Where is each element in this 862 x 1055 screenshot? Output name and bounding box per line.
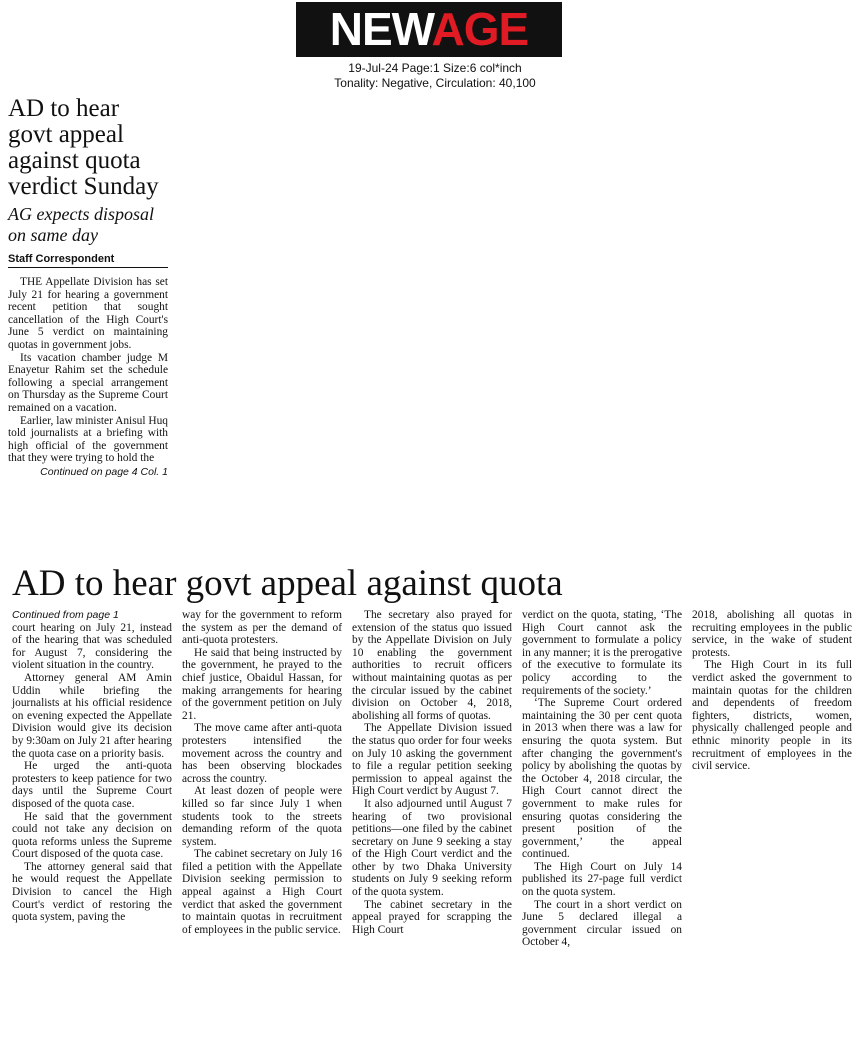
jump-paragraph: way for the government to reform the system as per the demand of anti-quota protesters. [182,609,342,647]
jump-paragraph: He said that being instructed by the government, he prayed to the chief justice, Obaidul Hassan, for making arrangements for hearing of the government petition on July 21. [182,646,342,722]
jump-paragraph: The secretary also prayed for extension of the status quo issued by the Appellate Division on July 10 enabling the government authorities to recruit officers without maintaining quotas as per the circular issued by the cabinet division on October 4, 2018, abolishing all forms of quotas. [352,609,512,722]
jump-column-5 [692,609,852,773]
jump-paragraph: Attorney general AM Amin Uddin while briefing the journalists at his official residence on evening expected the Appellate Division would give its decision by 9:30am on July 21 after hearing the quota case on a priority basis. [12,671,172,760]
jump-column-3 [352,609,512,936]
newspaper-logo [296,2,562,57]
jump-paragraph: It also adjourned until August 7 hearing of two provisional petitions—one filed by the cabinet secretary on June 9 seeking a stay of the High Court verdict and the other by two Dhaka University students on July 9 seeking reform of the quota system. [352,797,512,899]
jump-paragraph: 2018, abolishing all quotas in recruiting employees in the public service, in the wake of student protests. [692,609,852,659]
front-subheadline: AG expects disposal on same day [8,204,154,245]
clipping-date-size: 19-Jul-24 Page:1 Size:6 col*inch [348,61,522,75]
front-paragraph: Earlier, law minister Anisul Huq told journalists at a briefing with high official of the government that they were trying to hold the [8,414,168,465]
continued-from-note: Continued from page 1 [12,609,119,621]
jump-column-4 [522,609,682,949]
front-paragraph: Its vacation chamber judge M Enayetur Rahim set the schedule following a special arrangement on Thursday as the Supreme Court remained on a vacation. [8,351,168,414]
jump-paragraph: ‘The Supreme Court ordered maintaining the 30 per cent quota in 2013 when there was a law for ensuring the quota system. But after changing the government's policy by abolishing the quotas by the October 4, 2018 circular, the High Court cannot direct the government to make rules for ensuring quotas considering the present position of the government,’ the appeal continued. [522,697,682,861]
jump-paragraph: verdict on the quota, stating, ‘The High Court cannot ask the government to formulate a policy in any manner; it is the prerogative of the executive to formulate its policy according to the requirements of the society.’ [522,609,682,697]
jump-paragraph: He said that the government could not take any decision on quota reforms unless the Supreme Court disposed of the quota case. [12,810,172,861]
jump-paragraph: The High Court on July 14 published its 27-page full verdict on the quota system. [522,860,682,899]
jump-paragraph: court hearing on July 21, instead of the hearing that was scheduled for August 7, considering the violent situation in the country. [12,621,172,672]
byline: Staff Correspondent [8,252,168,268]
front-headline: AD to hear govt appeal against quota verdict Sunday [8,95,159,200]
jump-story-columns [12,609,852,1049]
jump-paragraph: The High Court in its full verdict asked the government to maintain quotas for the children and dependents of freedom fighters, districts, women, physically challenged people and ethnic minority people in its recruitment of employees in the civil service. [692,659,852,773]
jump-paragraph: The court in a short verdict on June 5 declared illegal a government circular issued on October 4, [522,898,682,949]
jump-headline: AD to hear govt appeal against quota [12,563,563,604]
jump-paragraph: The Appellate Division issued the status quo order for four weeks on July 10 asking the government to file a regular petition seeking permission to appeal against the High Court verdict by August 7. [352,722,512,798]
front-paragraph: THE Appellate Division has set July 21 for hearing a government recent petition that sought cancellation of the High Court's June 5 verdict on maintaining quotas in government jobs. [8,276,168,351]
jump-column-2 [182,609,342,936]
jump-column-1 [12,609,172,924]
jump-paragraph: At least dozen of people were killed so far since July 1 when students took to the streets demanding reform of the quota system. [182,785,342,848]
logo-new-text: NEW [329,3,432,55]
jump-paragraph: The move came after anti-quota protesters intensified the movement across the country and has been observing blockades across the country. [182,722,342,785]
jump-paragraph: He urged the anti-quota protesters to keep patience for two days until the Supreme Court disposed of the quota case. [12,760,172,810]
jump-paragraph: The attorney general said that he would request the Appellate Division to cancel the High Court's verdict of restoring the quota system, paving the [12,860,172,924]
front-story-body [8,276,168,465]
logo-age-text: AGE [431,3,529,55]
continued-on-note: Continued on page 4 Col. 1 [40,465,168,478]
front-page-story [8,96,168,479]
jump-paragraph: The cabinet secretary on July 16 filed a petition with the Appellate Division seeking permission to appeal against a High Court verdict that asked the government to maintain quotas in recruitment of employees in the public service. [182,848,342,936]
clipping-tonality-circulation: Tonality: Negative, Circulation: 40,100 [334,76,536,90]
jump-paragraph: The cabinet secretary in the appeal prayed for scrapping the High Court [352,898,512,936]
